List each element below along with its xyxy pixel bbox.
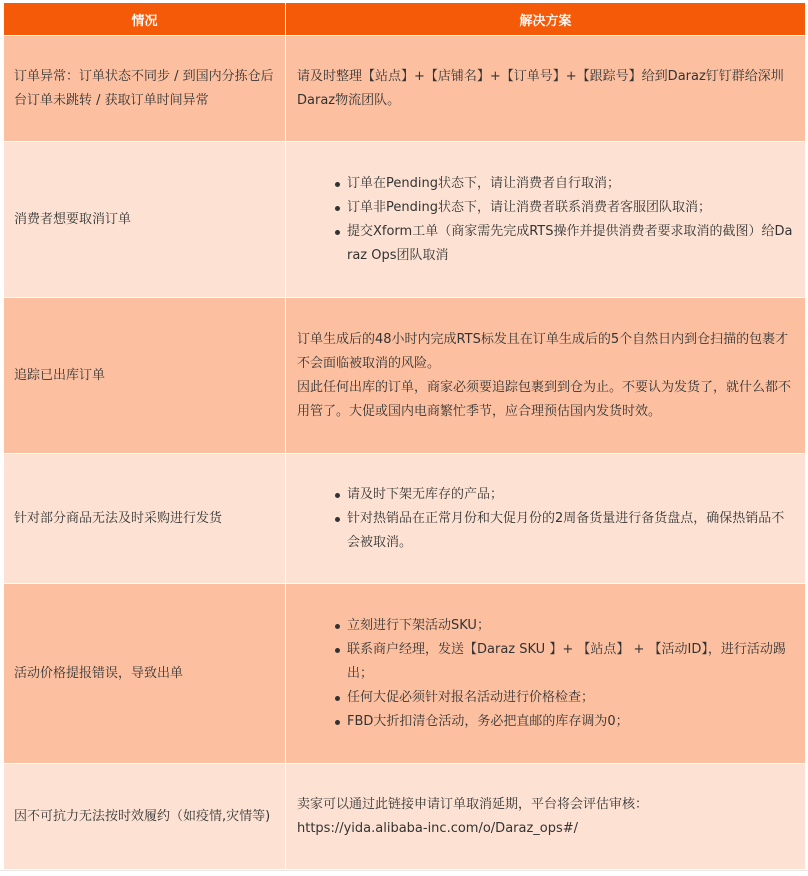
situation-cell: 活动价格提报错误，导致出单 (4, 584, 286, 764)
solution-list (297, 172, 793, 268)
solutions-table (3, 2, 806, 870)
situation-cell: 订单异常：订单状态不同步 / 到国内分拣仓后台订单未跳转 / 获取订单时间异常 (4, 36, 286, 142)
solution-cell (286, 454, 806, 584)
solution-paragraph: 因此任何出库的订单，商家必须要追踪包裹到到仓为止。不要认为发货了，就什么都不用管了。大促或国内电商繁忙季节，应合理预估国内发货时效。 (297, 379, 792, 419)
table-header-row (4, 3, 806, 36)
solution-cell (286, 764, 806, 870)
list-item: 订单非Pending状态下，请让消费者联系消费者客服团队取消； (335, 196, 793, 220)
list-item: 任何大促必须针对报名活动进行价格检查； (335, 686, 793, 710)
solution-paragraph: 卖家可以通过此链接申请订单取消延期，平台将会评估审核： (297, 796, 649, 812)
situation-cell: 针对部分商品无法及时采购进行发货 (4, 454, 286, 584)
header-solution: 解决方案 (286, 3, 806, 36)
list-item: 订单在Pending状态下，请让消费者自行取消； (335, 172, 793, 196)
list-item: 针对热销品在正常月份和大促月份的2周备货量进行备货盘点，确保热销品不会被取消。 (335, 507, 793, 555)
table-row (4, 142, 806, 298)
list-item: 联系商户经理，发送【Daraz SKU 】+ 【站点】 + 【活动ID】，进行活动踢出； (335, 638, 793, 686)
solution-paragraph: 订单生成后的48小时内完成RTS标发且在订单生成后的5个自然日内到仓扫描的包裹才不会面临被取消的风险。 (297, 331, 789, 371)
table-row (4, 584, 806, 764)
table-row (4, 454, 806, 584)
list-item: 请及时下架无库存的产品； (335, 483, 793, 507)
table-row (4, 36, 806, 142)
solution-list (297, 483, 793, 555)
list-item: 立刻进行下架活动SKU； (335, 614, 793, 638)
situation-cell: 因不可抗力无法按时效履约（如疫情,灾情等) (4, 764, 286, 870)
solution-link-text: https://yida.alibaba-inc.com/o/Daraz_ops#/ (297, 820, 579, 836)
bottom-divider (0, 870, 808, 871)
solution-text: 请及时整理【站点】+【店铺名】+【订单号】+【跟踪号】给到Daraz钉钉群给深圳Daraz物流团队。 (297, 68, 784, 108)
solution-cell (286, 36, 806, 142)
situation-cell: 消费者想要取消订单 (4, 142, 286, 298)
table-row (4, 298, 806, 454)
situation-cell: 追踪已出库订单 (4, 298, 286, 454)
header-situation: 情况 (4, 3, 286, 36)
list-item: FBD大折扣清仓活动，务必把直邮的库存调为0； (335, 710, 793, 734)
solution-cell (286, 142, 806, 298)
solution-cell (286, 584, 806, 764)
solution-list (297, 614, 793, 734)
list-item: 提交Xform工单（商家需先完成RTS操作并提供消费者要求取消的截图）给Daraz Ops团队取消 (335, 220, 793, 268)
table-row (4, 764, 806, 870)
solution-cell (286, 298, 806, 454)
